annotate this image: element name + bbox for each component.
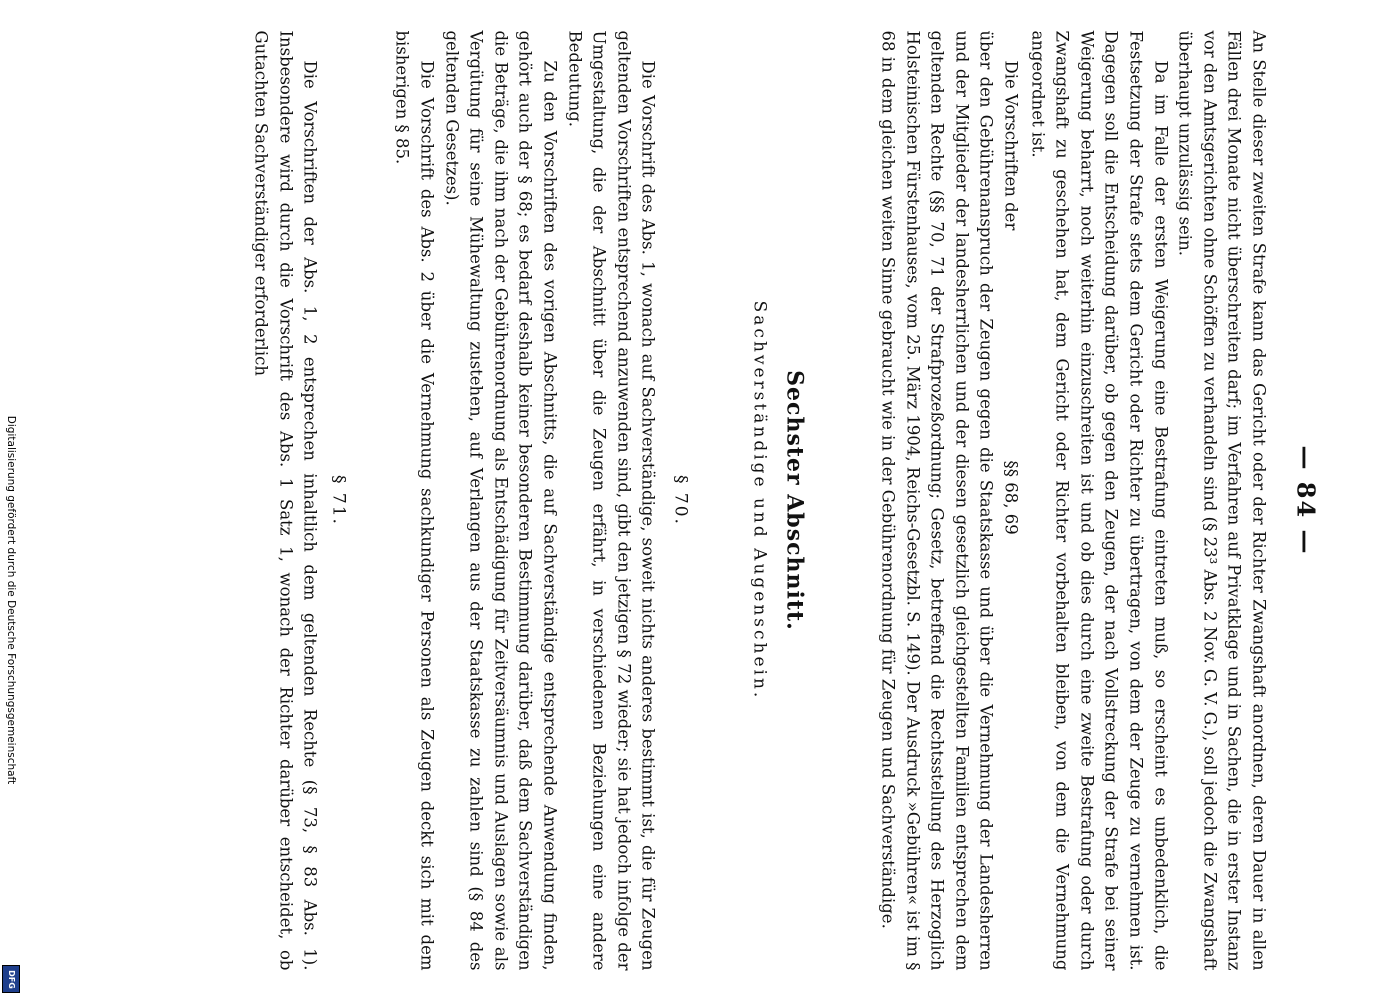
para71-number: § 71.: [328, 475, 349, 526]
para70-paragraph-1: Die Vorschrift des Abs. 1, wonach auf Sachverständige, soweit nichts anderes bestimmt ist, die für Zeugen geltenden Vorschriften entsprechend anzuwenden sind, gibt den jetzigen § 72 wieder; sie hat jedoch infolge der Umgestaltung, die der Abschnitt über die Zeugen erfährt, in verschiedenen Beziehungen eine andere Bedeutung.: [565, 30, 658, 971]
section-heading-block: [750, 31, 808, 971]
vorschriften-citation: §§ 68, 69: [1001, 460, 1021, 535]
dfg-logo-text: DFG: [6, 969, 16, 989]
paragraph-zwangshaft: An Stelle dieser zweiten Strafe kann das Gericht oder der Richter Zwangshaft anordnen, deren Dauer in allen Fällen drei Monate nicht überschreiten darf; im Verfahren auf Privatklage und in Sachen, die in erster Instanz vor den Amtsgerichten ohne Schöffen zu verhandeln sind (§ 23³ Abs. 2 Nov. G. V. G.), soll jedoch die Zwangshaft überhaupt unzulässig sein.: [1175, 30, 1269, 971]
paragraph-gebuehrenanspruch: über den Gebührenanspruch der Zeugen gegen die Staatskasse und über die Vernehmung der Landesherren und der Mitglieder der landesherrlichen und der diesen gesetzlich gleichgestellten Familien entsprechen dem geltenden Rechte (§§ 70, 71 der Strafprozeßordnung; Gesetz, betreffend die Rechtsstellung des Herzoglich Holsteinischen Fürstenhauses, vom 25. März 1904, Reichs-Gesetzbl. S. 149). Der Ausdruck »Gebühren« ist im § 68 in dem gleichen weiten Sinne gebraucht wie in der Gebührenordnung für Zeugen und Sachverständige.: [878, 30, 996, 971]
top-text-block: [1025, 31, 1271, 971]
vorschriften-block: [875, 31, 1023, 971]
page-number: — 84 —: [1291, 445, 1321, 556]
section-title: Sechster Abschnitt.: [781, 370, 808, 631]
vorschriften-heading-row: [998, 31, 1023, 971]
para70-paragraph-3: Die Vorschrift des Abs. 2 über die Vernehmung sachkundiger Personen als Zeugen deckt sich mit dem bisherigen § 85.: [392, 30, 437, 971]
page-content: [0, 31, 1383, 971]
vorschriften-label: Die Vorschriften der: [1001, 60, 1021, 231]
section-subtitle: Sachverständige und Augenschein.: [749, 300, 770, 701]
paragraph-weigerung: Da im Falle der ersten Weigerung eine Bestrafung eintreten muß, so erscheint es unbedenklich, die Festsetzung der Strafe stets dem Gericht oder Richter zu übertragen, von dem der Zeuge zu vernehmen ist. Dagegen soll die Entscheidung darüber, ob gegen den Zeugen, der nach Vollstreckung der Strafe bei seiner Weigerung beharrt, noch weiterhin einzuschreiten ist und ob dies durch eine zweite Bestrafung oder durch Zwangshaft zu geschehen hat, dem Gericht oder Richter vorbehalten bleiben, von dem die Vernehmung angeordnet ist.: [1028, 30, 1171, 971]
para70-number: § 70.: [670, 475, 691, 526]
para71-paragraph-1: Die Vorschriften der Abs. 1, 2 entsprechen inhaltlich dem geltenden Rechte (§ 73, § 83 Abs. 1). Insbesondere wird durch die Vorschrift des Abs. 1 Satz 1, wonach der Richter darüber entscheidet, ob Gutachten Sachverständiger erforderlich: [251, 30, 320, 971]
para70-block: [389, 31, 692, 971]
para70-paragraph-2: Zu den Vorschriften des vorigen Abschnitts, die auf Sachverständige entsprechende Anwendung finden, gehört auch der § 68; es bedarf deshalb keiner besonderen Bestimmung darüber, daß dem Sachverständigen die Beträge, die ihm nach der Gebührenordnung als Entschädigung für Zeitversäumnis und Auslagen sowie als Vergütung für seine Mühewaltung zustehen, auf Verlangen aus der Staatskasse zu zahlen sind (§ 84 des geltenden Gesetzes).: [442, 30, 560, 971]
para71-block: [248, 31, 350, 971]
dfg-logo-icon: [2, 965, 20, 993]
funding-notice: Digitalisierung gefördert durch die Deutsche Forschungsgemeinschaft: [5, 415, 17, 785]
digitization-margin: [0, 0, 22, 1000]
scanned-page: [0, 1, 1383, 1000]
